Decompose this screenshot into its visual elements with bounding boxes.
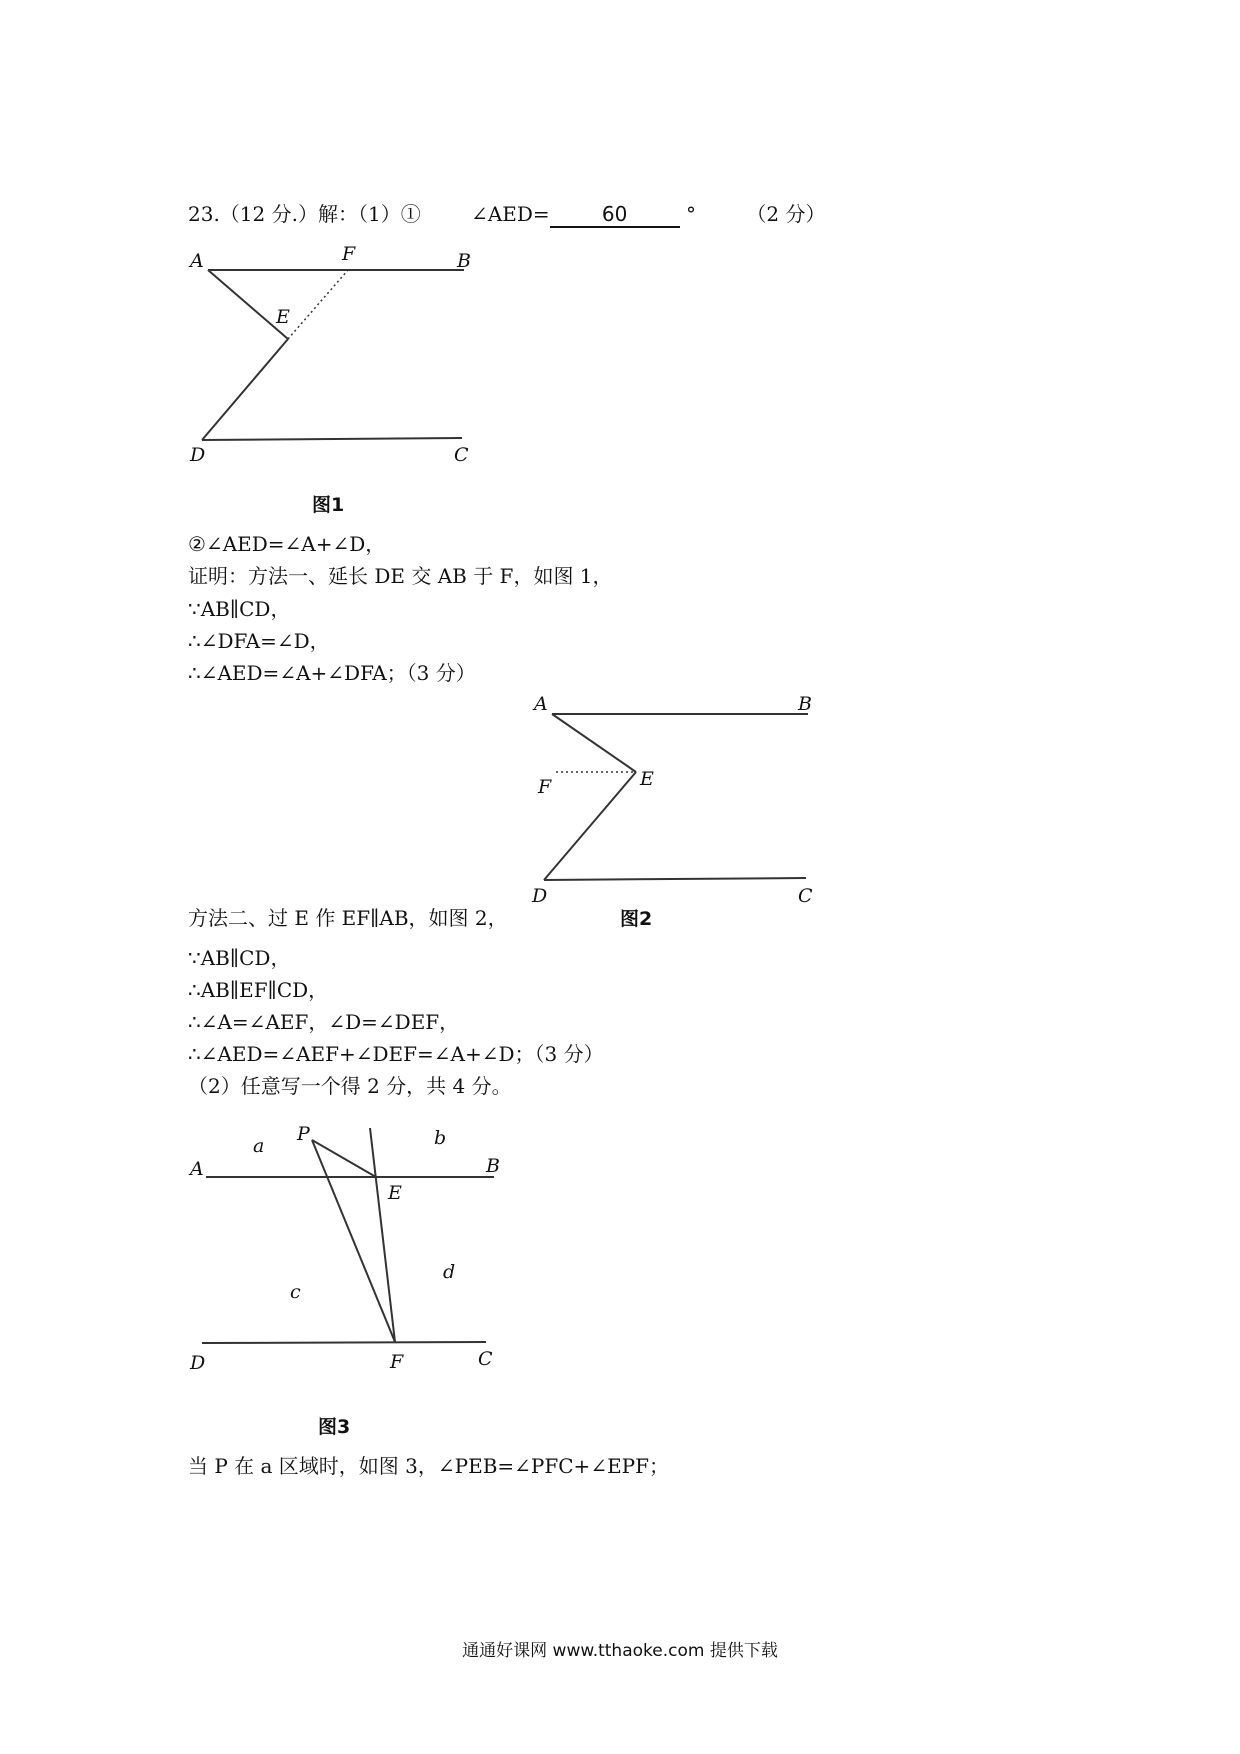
figure-1-caption: 图1 [312, 494, 345, 516]
label-f: F [538, 776, 552, 798]
label-d: D [190, 1352, 206, 1374]
label-b: B [457, 250, 471, 272]
line-ed [202, 339, 288, 440]
label-d: D [532, 885, 548, 907]
proof-line-1: ②∠AED=∠A+∠D， [188, 532, 386, 556]
label-f: F [390, 1351, 404, 1373]
part-2-line: （2）任意写一个得 2 分，共 4 分。 [188, 1074, 512, 1098]
figure-2 [530, 690, 830, 920]
line-dc [202, 1342, 486, 1343]
proof-line-5: ∴∠AED=∠A+∠DFA；（3 分） [188, 661, 476, 685]
line-pe [312, 1140, 376, 1177]
angle-label: ∠AED= [471, 202, 550, 226]
proof2-line-3: ∴∠A=∠AEF，∠D=∠DEF， [188, 1010, 460, 1034]
label-c: C [454, 444, 469, 466]
label-a: A [190, 1158, 204, 1180]
method-2-line: 方法二、过 E 作 EF∥AB，如图 2， [188, 906, 508, 930]
label-region-b: b [434, 1127, 447, 1149]
figure-3 [180, 1120, 520, 1390]
proof-line-2: 证明：方法一、延长 DE 交 AB 于 F，如图 1， [188, 564, 613, 588]
proof-line-4: ∴∠DFA=∠D， [188, 629, 330, 653]
label-region-a: a [253, 1135, 265, 1157]
line-dc [202, 438, 462, 440]
line-ae [552, 714, 636, 772]
label-a: A [534, 693, 548, 715]
line-ed [544, 772, 636, 880]
line-ef-dotted [288, 270, 348, 339]
label-region-d: d [443, 1261, 456, 1283]
label-e: E [388, 1182, 402, 1204]
label-c: C [798, 885, 813, 907]
label-e: E [640, 768, 654, 790]
figure-1 [180, 240, 480, 470]
label-b: B [486, 1155, 500, 1177]
footer: 通通好课网 www.tthaoke.com 提供下载 [462, 1641, 778, 1661]
label-p: P [297, 1123, 310, 1145]
answer-blank: 60 [550, 202, 680, 228]
figure-3-svg [180, 1120, 520, 1390]
label-b: B [798, 693, 812, 715]
label-f: F [342, 243, 356, 265]
label-d: D [190, 444, 206, 466]
question-prefix: 23.（12 分.）解：（1）① [188, 202, 421, 226]
figure-1-svg [180, 240, 480, 470]
figure-3-caption: 图3 [318, 1416, 351, 1438]
line-ae [208, 270, 288, 339]
figure-2-caption: 图2 [620, 908, 653, 930]
label-region-c: c [290, 1281, 301, 1303]
question-header [188, 200, 825, 228]
score-note: （2 分） [746, 202, 826, 226]
label-e: E [276, 306, 290, 328]
line-dc [544, 878, 806, 880]
degree-symbol: ° [686, 202, 697, 226]
label-a: A [190, 250, 204, 272]
proof2-line-1: ∵AB∥CD， [188, 946, 291, 970]
proof-line-3: ∵AB∥CD， [188, 597, 291, 621]
proof2-line-4: ∴∠AED=∠AEF+∠DEF=∠A+∠D；（3 分） [188, 1042, 604, 1066]
label-c: C [478, 1348, 493, 1370]
figure-2-svg [530, 690, 830, 920]
final-line: 当 P 在 a 区域时，如图 3，∠PEB=∠PFC+∠EPF； [188, 1454, 670, 1478]
proof2-line-2: ∴AB∥EF∥CD， [188, 978, 329, 1002]
